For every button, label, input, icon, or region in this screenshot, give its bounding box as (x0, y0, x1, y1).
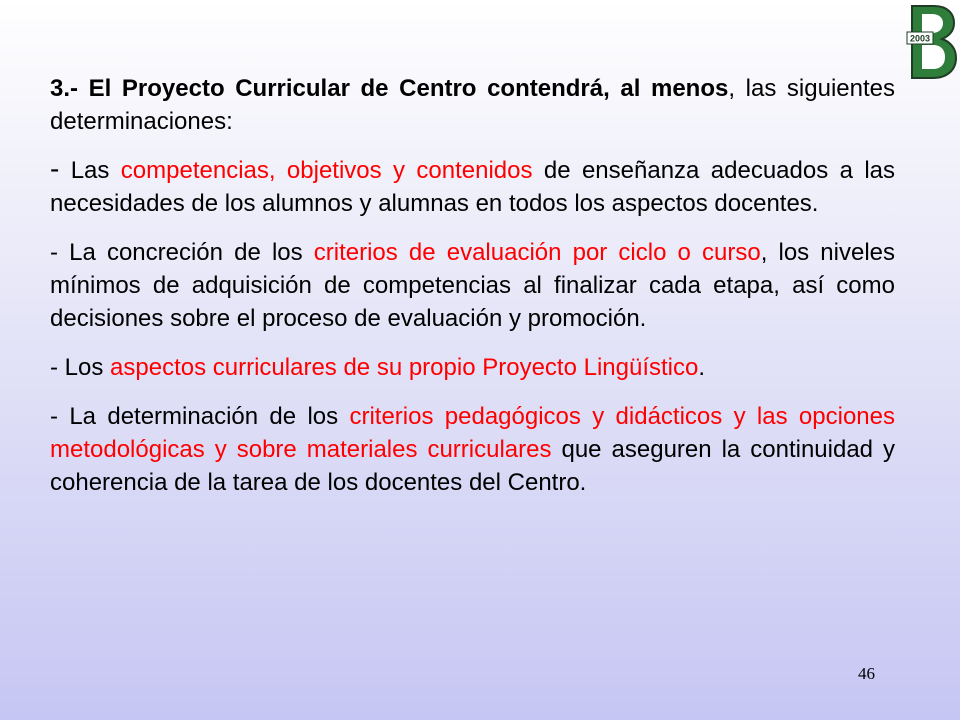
item-pre: La determinación de los (58, 403, 350, 430)
heading-bold: 3.- El Proyecto Curricular de Centro contendrá, al menos (50, 75, 729, 102)
logo-b-icon (906, 2, 958, 82)
item-pre: La concreción de los (58, 239, 314, 266)
item-pre: Las (59, 157, 121, 184)
list-item-proyecto-linguistico (50, 351, 895, 384)
item-post: de enseñanza adecuados a las necesidades de los alumnos y alumnas en todos los aspectos docentes. (50, 157, 896, 217)
heading-rest: , las siguientes determinaciones: (50, 75, 895, 135)
item-dash: - (50, 354, 58, 381)
item-post: . (698, 354, 706, 381)
item-post: que aseguren la continuidad y coherencia de la tarea de los docentes del Centro. (50, 436, 896, 496)
item-dash: - (50, 153, 60, 184)
item-post: , los niveles mínimos de adquisición de competencias al finalizar cada etapa, así como decisiones sobre el proceso de evaluación y promoción. (50, 239, 896, 332)
list-item-criterios-evaluacion (50, 236, 895, 335)
item-dash: - (50, 403, 58, 430)
page-number: 46 (858, 664, 875, 683)
item-highlight: aspectos curriculares de su propio Proyecto Lingüístico (110, 354, 699, 381)
logo (906, 2, 958, 82)
list-item-criterios-pedagogicos (50, 400, 895, 499)
list-item-competencias (50, 152, 895, 220)
item-highlight: competencias, objetivos y contenidos (120, 157, 533, 184)
logo-text: 2003 (909, 33, 931, 44)
item-highlight: criterios de evaluación por ciclo o curso (313, 239, 761, 266)
heading-paragraph (50, 72, 895, 138)
item-dash: - (50, 239, 58, 266)
slide-content (50, 72, 895, 499)
item-highlight: criterios pedagógicos y didácticos y las opciones metodológicas y sobre materiales curriculares (50, 403, 895, 463)
item-pre: Los (58, 354, 111, 381)
